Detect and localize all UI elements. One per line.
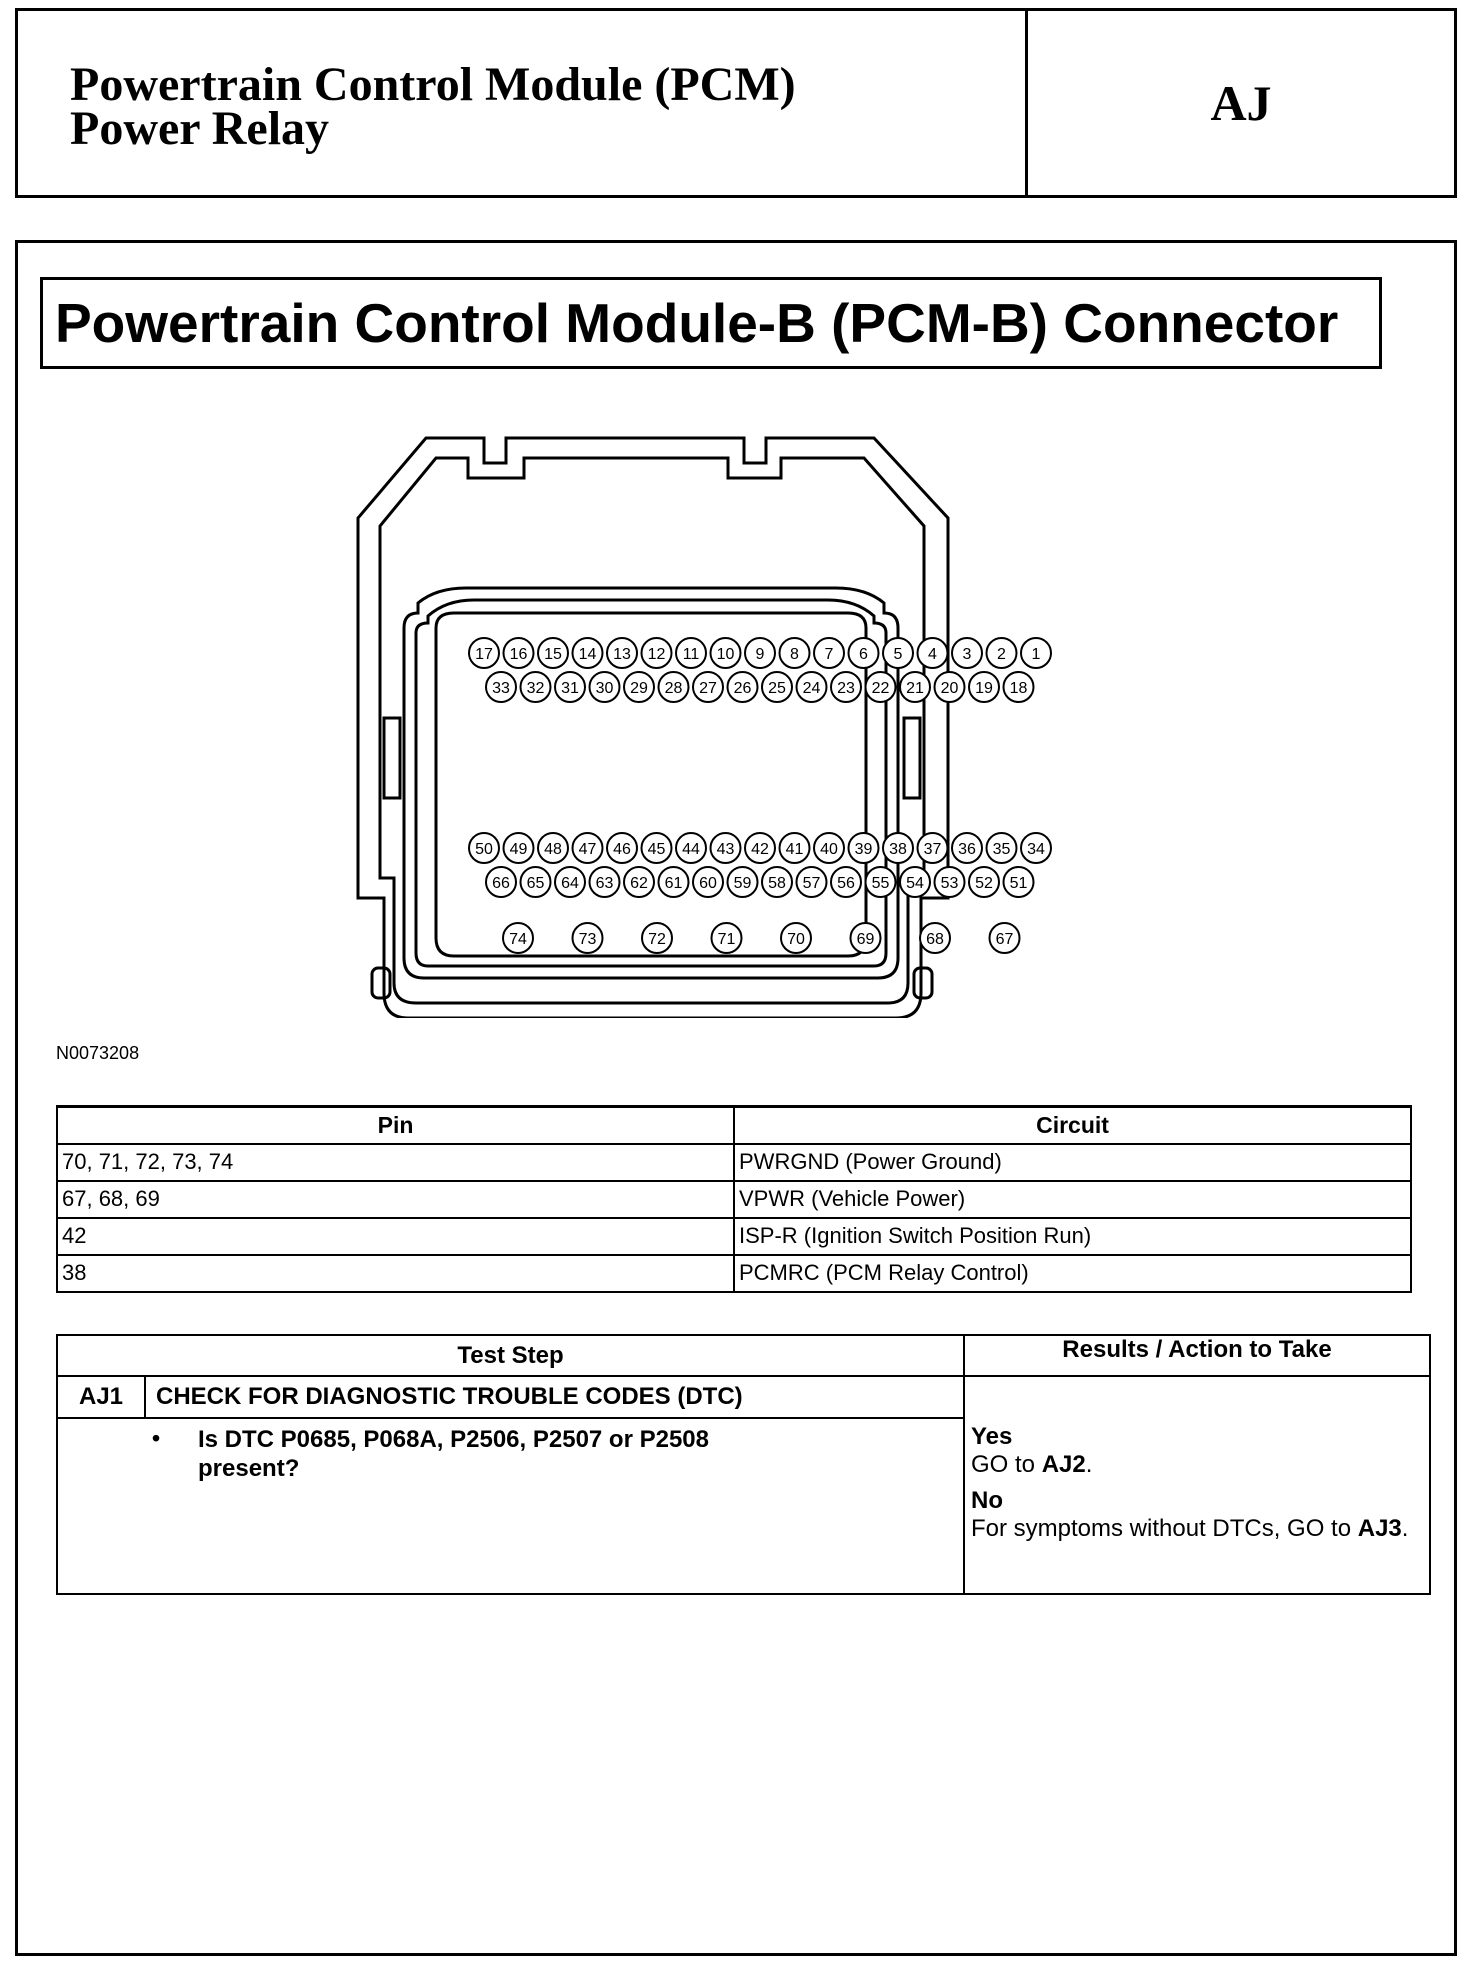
pin-label-74: 74: [509, 931, 527, 948]
result-yes-text: [971, 1451, 1423, 1479]
question-cell: [57, 1418, 964, 1594]
table-row: [57, 1255, 1411, 1292]
pin-cell: 42: [57, 1218, 734, 1255]
page-header: [15, 8, 1457, 198]
pin-label-69: 69: [856, 931, 875, 948]
pin-label-37: 37: [923, 841, 942, 858]
pin-label-42: 42: [751, 841, 769, 858]
pin-label-54: 54: [906, 875, 924, 892]
pin-label-55: 55: [871, 875, 890, 892]
pin-label-5: 5: [893, 646, 903, 663]
pin-label-34: 34: [1027, 841, 1045, 858]
pin-label-8: 8: [790, 646, 799, 663]
pin-label-30: 30: [595, 680, 614, 697]
pin-label-21: 21: [906, 680, 924, 697]
pin-label-29: 29: [630, 680, 648, 697]
pin-label-70: 70: [787, 931, 805, 948]
pin-label-45: 45: [647, 841, 666, 858]
circuit-cell: PCMRC (PCM Relay Control): [734, 1255, 1411, 1292]
test-step-table: [56, 1334, 1431, 1595]
table-row: [57, 1144, 1411, 1181]
pin-label-12: 12: [647, 646, 666, 663]
pin-label-16: 16: [509, 646, 528, 663]
pin-label-22: 22: [871, 680, 890, 697]
pin-label-18: 18: [1009, 680, 1028, 697]
section-code: AJ: [1210, 75, 1272, 131]
pin-label-23: 23: [837, 680, 855, 697]
pin-cell: 67, 68, 69: [57, 1181, 734, 1218]
pin-header: Pin: [57, 1107, 734, 1144]
connector-diagram: [336, 428, 1156, 1018]
pin-cell: 38: [57, 1255, 734, 1292]
test-step-header: Test Step: [57, 1335, 964, 1376]
pin-label-68: 68: [926, 931, 944, 948]
pin-label-28: 28: [664, 680, 683, 697]
step-id: AJ1: [57, 1376, 145, 1418]
pin-label-38: 38: [889, 841, 907, 858]
circuit-cell: ISP-R (Ignition Switch Position Run): [734, 1218, 1411, 1255]
result-no-text: [971, 1515, 1423, 1543]
header-title: [18, 11, 1028, 195]
table-row: [57, 1218, 1411, 1255]
pin-label-3: 3: [962, 646, 972, 663]
circuit-header: Circuit: [734, 1107, 1411, 1144]
pin-label-67: 67: [995, 931, 1014, 948]
pin-label-26: 26: [733, 680, 752, 697]
pin-label-44: 44: [682, 841, 700, 858]
result-no-ref[interactable]: AJ3: [1357, 1515, 1402, 1542]
pin-label-52: 52: [975, 875, 993, 892]
pin-label-61: 61: [664, 875, 683, 892]
pin-label-46: 46: [613, 841, 631, 858]
pin-label-1: 1: [1031, 646, 1041, 663]
pin-label-72: 72: [648, 931, 666, 948]
results-header: Results / Action to Take: [964, 1335, 1430, 1376]
header-title-line1: Powertrain Control Module (PCM): [70, 58, 796, 111]
pin-label-6: 6: [859, 646, 868, 663]
pin-label-4: 4: [928, 646, 937, 663]
pin-circuit-table: [56, 1105, 1412, 1293]
result-yes-label: Yes: [971, 1423, 1013, 1450]
pin-label-14: 14: [578, 646, 597, 663]
pin-label-71: 71: [717, 931, 736, 948]
pin-label-56: 56: [837, 875, 855, 892]
step-title-row: [57, 1376, 1430, 1418]
results-cell: [964, 1376, 1430, 1594]
pin-label-27: 27: [699, 680, 717, 697]
pin-label-73: 73: [578, 931, 597, 948]
bullet: •: [152, 1425, 161, 1451]
pin-label-7: 7: [824, 646, 834, 663]
result-no-label: No: [971, 1487, 1003, 1514]
connector-title: Powertrain Control Module-B (PCM-B) Connector: [40, 277, 1382, 369]
pin-label-25: 25: [768, 680, 786, 697]
pin-label-32: 32: [526, 680, 545, 697]
pin-label-17: 17: [475, 646, 493, 663]
result-yes-suffix: .: [1085, 1451, 1093, 1478]
main-frame: [15, 240, 1457, 1956]
pin-label-47: 47: [578, 841, 597, 858]
pin-label-9: 9: [755, 646, 765, 663]
figure-id: N0073208: [56, 1043, 140, 1063]
pin-label-49: 49: [509, 841, 528, 858]
pin-label-33: 33: [492, 680, 510, 697]
pin-label-24: 24: [802, 680, 821, 697]
pin-label-36: 36: [958, 841, 976, 858]
pin-label-2: 2: [997, 646, 1006, 663]
result-no-suffix: .: [1401, 1515, 1409, 1542]
pin-label-13: 13: [613, 646, 631, 663]
question-text: Is DTC P0685, P068A, P2506, P2507 or P2508 present?: [198, 1426, 709, 1482]
pin-label-64: 64: [561, 875, 579, 892]
pin-label-19: 19: [975, 680, 993, 697]
pin-label-48: 48: [544, 841, 562, 858]
pin-grid: [469, 638, 1051, 953]
pin-label-41: 41: [785, 841, 804, 858]
pin-label-60: 60: [699, 875, 717, 892]
pin-label-51: 51: [1009, 875, 1028, 892]
pin-label-15: 15: [544, 646, 562, 663]
circuit-cell: VPWR (Vehicle Power): [734, 1181, 1411, 1218]
pin-label-50: 50: [475, 841, 493, 858]
pin-label-66: 66: [492, 875, 510, 892]
pin-label-57: 57: [802, 875, 821, 892]
pin-label-65: 65: [526, 875, 545, 892]
pin-label-39: 39: [854, 841, 873, 858]
step-title: CHECK FOR DIAGNOSTIC TROUBLE CODES (DTC): [145, 1376, 964, 1418]
pin-label-40: 40: [820, 841, 838, 858]
header-title-line2: Power Relay: [70, 102, 330, 155]
pin-label-35: 35: [992, 841, 1011, 858]
pin-label-20: 20: [940, 680, 959, 697]
pin-cell: 70, 71, 72, 73, 74: [57, 1144, 734, 1181]
pin-label-43: 43: [716, 841, 735, 858]
pin-label-63: 63: [595, 875, 614, 892]
pin-label-59: 59: [733, 875, 752, 892]
pin-label-53: 53: [940, 875, 959, 892]
pin-label-58: 58: [768, 875, 786, 892]
result-no-action: For symptoms without DTCs, GO to: [971, 1515, 1358, 1542]
pin-label-11: 11: [682, 646, 700, 663]
pin-label-62: 62: [630, 875, 648, 892]
result-yes-action: GO to: [971, 1451, 1042, 1478]
result-yes-ref[interactable]: AJ2: [1041, 1451, 1086, 1478]
pin-label-10: 10: [716, 646, 735, 663]
circuit-cell: PWRGND (Power Ground): [734, 1144, 1411, 1181]
pin-label-31: 31: [561, 680, 579, 697]
table-row: [57, 1181, 1411, 1218]
